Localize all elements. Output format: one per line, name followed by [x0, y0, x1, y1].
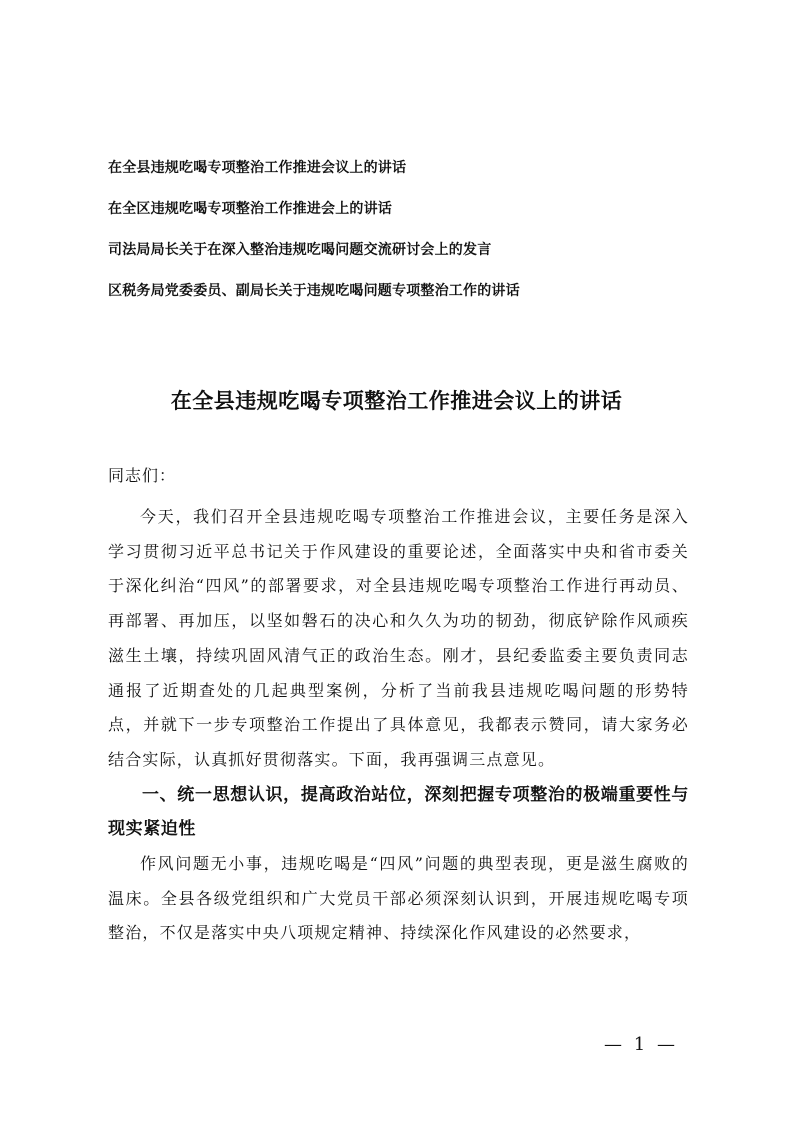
related-document-title: 在全区违规吃喝专项整治工作推进会上的讲话 — [108, 201, 392, 217]
document-title: 在全县违规吃喝专项整治工作推进会议上的讲话 — [170, 389, 623, 413]
salutation: 同志们： — [108, 466, 177, 485]
related-document-title: 司法局局长关于在深入整治违规吃喝问题交流研讨会上的发言 — [108, 242, 492, 258]
related-document-title: 在全县违规吃喝专项整治工作推进会议上的讲话 — [108, 160, 407, 176]
page-number: — 1 — — [604, 1034, 678, 1055]
section-heading: 一、统一思想认识，提高政治站位，深刻把握专项整治的极端重要性与现实紧迫性 — [108, 784, 689, 840]
speech-body — [108, 458, 689, 951]
body-paragraph: 作风问题无小事，违规吃喝是“四风”问题的典型表现，更是滋生腐败的温床。全县各级党组织和广大党员干部必须深刻认识到，开展违规吃喝专项整治，不仅是落实中央八项规定精神、持续深化作风建设的必然要求， — [108, 854, 689, 943]
related-documents-list — [108, 158, 728, 322]
opening-paragraph: 今天，我们召开全县违规吃喝专项整治工作推进会议，主要任务是深入学习贯彻习近平总书记关于作风建设的重要论述，全面落实中央和省市委关于深化纠治“四风”的部署要求，对全县违规吃喝专项整治工作进行再动员、再部署、再加压，以坚如磐石的决心和久久为功的韧劲，彻底铲除作风顽疾滋生土壤，持续巩固风清气正的政治生态。刚才，县纪委监委主要负责同志通报了近期查处的几起典型案例，分析了当前我县违规吃喝问题的形势特点，并就下一步专项整治工作提出了具体意见，我都表示赞同，请大家务必结合实际，认真抓好贯彻落实。下面，我再强调三点意见。 — [108, 507, 689, 769]
related-document-title: 区税务局党委委员、副局长关于违规吃喝问题专项整治工作的讲话 — [108, 283, 520, 299]
